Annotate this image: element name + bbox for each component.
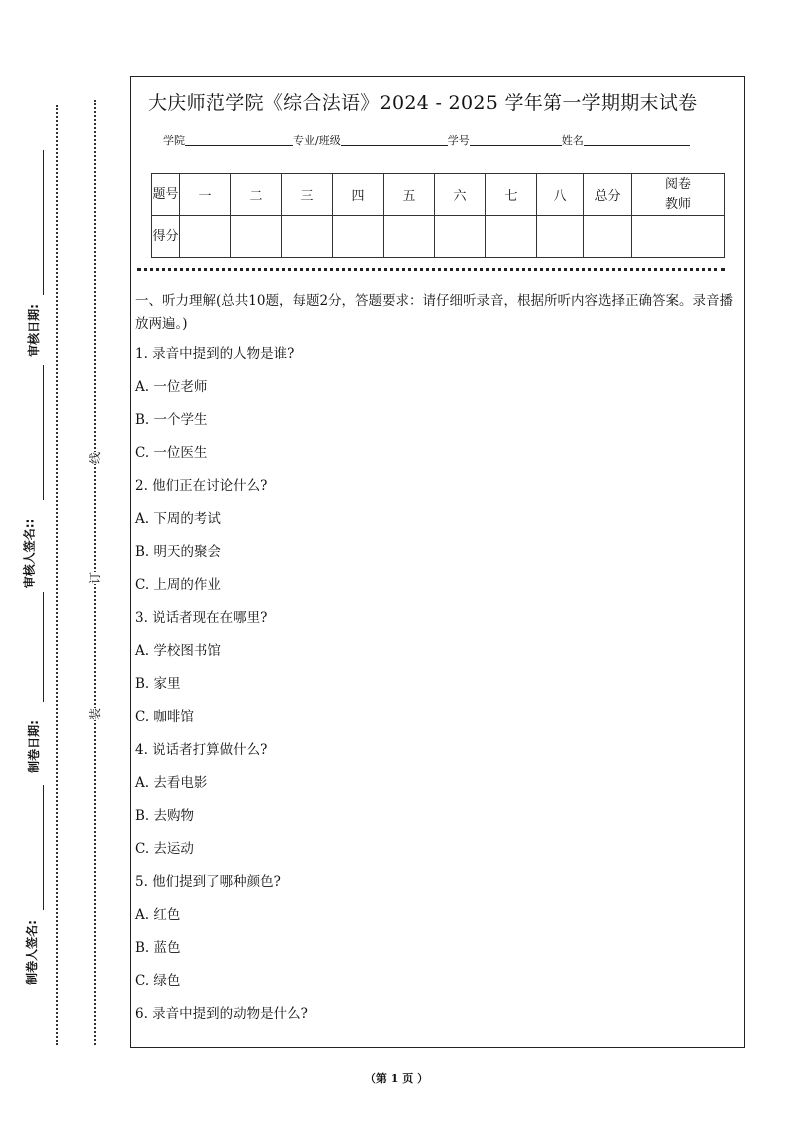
option-line: A. 红色 bbox=[135, 907, 181, 923]
binding-char-bind: 装 bbox=[88, 707, 103, 721]
college-label: 学院 bbox=[163, 134, 185, 147]
review-date-label: 审核日期: bbox=[26, 304, 41, 357]
score-col-header: 三 bbox=[282, 174, 333, 216]
question-line: 4. 说话者打算做什么? bbox=[135, 742, 268, 758]
name-field[interactable] bbox=[584, 132, 690, 146]
signature-line bbox=[43, 150, 44, 295]
option-line: B. 明天的聚会 bbox=[135, 544, 222, 560]
exam-content bbox=[135, 290, 737, 1037]
section-heading: 一、听力理解(总共10题，每题2分，答题要求：请仔细听录音，根据所听内容选择正确答案。录音播放两遍。) bbox=[135, 293, 734, 332]
score-col-header: 七 bbox=[486, 174, 537, 216]
score-cell[interactable] bbox=[180, 216, 231, 258]
score-col-header: 总分 bbox=[584, 174, 632, 216]
option-line: B. 家里 bbox=[135, 676, 181, 692]
score-cell[interactable] bbox=[584, 216, 632, 258]
paper-date-label: 制卷日期: bbox=[26, 720, 41, 773]
score-cell[interactable] bbox=[632, 216, 725, 258]
college-field[interactable] bbox=[185, 132, 293, 146]
option-line: A. 一位老师 bbox=[135, 379, 208, 395]
score-cell[interactable] bbox=[537, 216, 584, 258]
row-header-question-no: 题号 bbox=[152, 174, 180, 216]
binding-char-order: 订 bbox=[88, 571, 103, 585]
question-line: 3. 说话者现在在哪里? bbox=[135, 610, 268, 626]
score-col-header: 阅卷教师 bbox=[632, 174, 725, 216]
score-col-header: 二 bbox=[231, 174, 282, 216]
score-table bbox=[151, 173, 725, 258]
binding-dotted-line bbox=[56, 105, 58, 1045]
student-id-label: 学号 bbox=[447, 134, 470, 147]
question-line: 5. 他们提到了哪种颜色? bbox=[135, 874, 281, 890]
paper-maker-signature-label: 制卷人签名: bbox=[24, 920, 39, 985]
score-cell[interactable] bbox=[486, 216, 537, 258]
score-cell[interactable] bbox=[282, 216, 333, 258]
name-label: 姓名 bbox=[561, 134, 584, 147]
signature-line bbox=[43, 592, 44, 702]
binding-char-line: 线 bbox=[88, 451, 103, 465]
major-label: 专业/班级 bbox=[293, 134, 341, 147]
score-cell[interactable] bbox=[384, 216, 435, 258]
option-line: A. 去看电影 bbox=[135, 775, 208, 791]
option-line: C. 咖啡馆 bbox=[135, 709, 194, 725]
option-line: B. 蓝色 bbox=[135, 940, 181, 956]
question-line: 2. 他们正在讨论什么? bbox=[135, 478, 268, 494]
score-cell[interactable] bbox=[435, 216, 486, 258]
score-col-header: 四 bbox=[333, 174, 384, 216]
option-line: B. 去购物 bbox=[135, 808, 195, 824]
major-class-field[interactable] bbox=[341, 132, 448, 146]
dotted-separator bbox=[137, 268, 725, 271]
option-line: C. 一位医生 bbox=[135, 445, 208, 461]
option-line: C. 上周的作业 bbox=[135, 577, 221, 593]
page-number: （第 1 页 ） bbox=[364, 1072, 429, 1085]
row-header-score: 得分 bbox=[152, 216, 180, 258]
exam-title: 大庆师范学院《综合法语》2024 - 2025 学年第一学期期末试卷 bbox=[148, 92, 698, 114]
option-line: C. 去运动 bbox=[135, 841, 194, 857]
score-col-header: 八 bbox=[537, 174, 584, 216]
student-id-field[interactable] bbox=[470, 132, 562, 146]
student-info-row bbox=[163, 132, 690, 148]
option-line: C. 绿色 bbox=[135, 973, 181, 989]
option-line: A. 学校图书馆 bbox=[135, 643, 221, 659]
signature-line bbox=[43, 785, 44, 910]
score-cell[interactable] bbox=[231, 216, 282, 258]
score-cell[interactable] bbox=[333, 216, 384, 258]
reviewer-signature-label: 审核人签名:: bbox=[22, 518, 37, 589]
question-line: 1. 录音中提到的人物是谁? bbox=[135, 346, 295, 362]
score-col-header: 一 bbox=[180, 174, 231, 216]
signature-line bbox=[43, 365, 44, 500]
score-col-header: 五 bbox=[384, 174, 435, 216]
option-line: A. 下周的考试 bbox=[135, 511, 221, 527]
score-col-header: 六 bbox=[435, 174, 486, 216]
option-line: B. 一个学生 bbox=[135, 412, 208, 428]
question-line: 6. 录音中提到的动物是什么? bbox=[135, 1006, 308, 1022]
